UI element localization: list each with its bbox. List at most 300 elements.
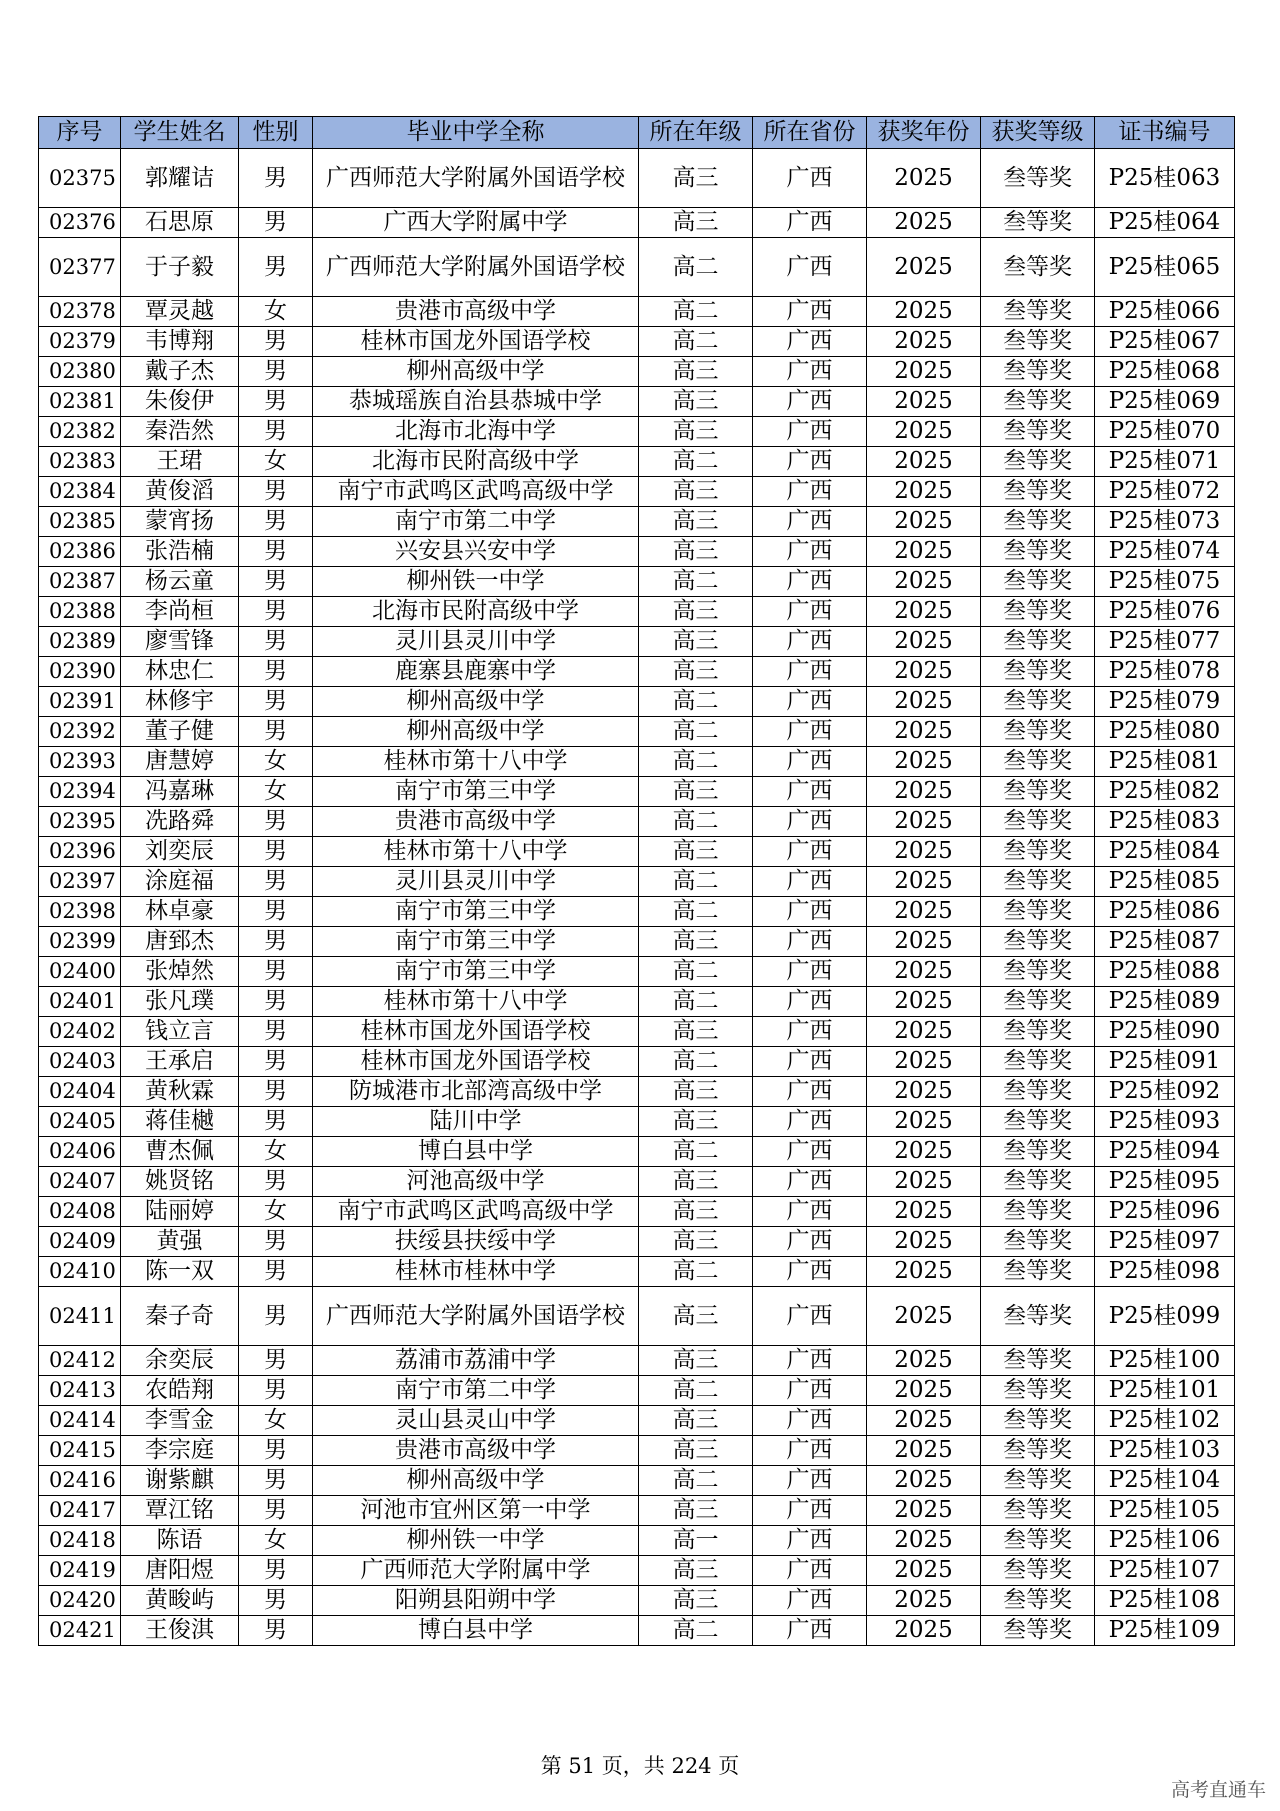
- cell-id: 02408: [39, 1197, 121, 1227]
- cell-grade: 高三: [639, 1406, 753, 1436]
- cell-id: 02385: [39, 507, 121, 537]
- cell-year: 2025: [867, 837, 981, 867]
- cell-id: 02406: [39, 1137, 121, 1167]
- cell-level: 叁等奖: [981, 747, 1095, 777]
- cell-gender: 男: [239, 717, 313, 747]
- cell-cert: P25桂082: [1095, 777, 1235, 807]
- cell-name: 唐慧婷: [121, 747, 239, 777]
- cell-level: 叁等奖: [981, 1346, 1095, 1376]
- cell-school: 柳州高级中学: [313, 717, 639, 747]
- table-row: [39, 1227, 1235, 1257]
- cell-year: 2025: [867, 1077, 981, 1107]
- cell-cert: P25桂104: [1095, 1466, 1235, 1496]
- cell-school: 南宁市第二中学: [313, 1376, 639, 1406]
- cell-school: 陆川中学: [313, 1107, 639, 1137]
- cell-grade: 高二: [639, 1047, 753, 1077]
- cell-name: 林忠仁: [121, 657, 239, 687]
- cell-school: 灵川县灵川中学: [313, 627, 639, 657]
- cell-year: 2025: [867, 1346, 981, 1376]
- cell-year: 2025: [867, 777, 981, 807]
- table-row: [39, 567, 1235, 597]
- cell-province: 广西: [753, 747, 867, 777]
- cell-school: 荔浦市荔浦中学: [313, 1346, 639, 1376]
- header-row: [39, 117, 1235, 149]
- cell-province: 广西: [753, 1017, 867, 1047]
- cell-province: 广西: [753, 1137, 867, 1167]
- cell-gender: 女: [239, 297, 313, 327]
- cell-province: 广西: [753, 687, 867, 717]
- table-row: [39, 297, 1235, 327]
- cell-name: 张焯然: [121, 957, 239, 987]
- cell-gender: 男: [239, 477, 313, 507]
- cell-year: 2025: [867, 507, 981, 537]
- cell-level: 叁等奖: [981, 777, 1095, 807]
- cell-school: 桂林市国龙外国语学校: [313, 327, 639, 357]
- cell-gender: 男: [239, 1017, 313, 1047]
- cell-name: 李雪金: [121, 1406, 239, 1436]
- cell-name: 陆丽婷: [121, 1197, 239, 1227]
- cell-id: 02381: [39, 387, 121, 417]
- cell-grade: 高三: [639, 1556, 753, 1586]
- cell-school: 扶绥县扶绥中学: [313, 1227, 639, 1257]
- cell-province: 广西: [753, 1227, 867, 1257]
- col-header-year: 获奖年份: [867, 117, 981, 149]
- cell-name: 黄秋霖: [121, 1077, 239, 1107]
- cell-school: 阳朔县阳朔中学: [313, 1586, 639, 1616]
- cell-name: 农皓翔: [121, 1376, 239, 1406]
- cell-school: 贵港市高级中学: [313, 1436, 639, 1466]
- cell-grade: 高二: [639, 1616, 753, 1646]
- cell-name: 王承启: [121, 1047, 239, 1077]
- cell-id: 02391: [39, 687, 121, 717]
- cell-grade: 高二: [639, 747, 753, 777]
- cell-name: 黄畯屿: [121, 1586, 239, 1616]
- cell-id: 02412: [39, 1346, 121, 1376]
- cell-year: 2025: [867, 747, 981, 777]
- cell-province: 广西: [753, 987, 867, 1017]
- cell-province: 广西: [753, 867, 867, 897]
- cell-name: 于子毅: [121, 238, 239, 297]
- cell-cert: P25桂084: [1095, 837, 1235, 867]
- cell-province: 广西: [753, 1376, 867, 1406]
- cell-school: 广西师范大学附属中学: [313, 1556, 639, 1586]
- cell-name: 黄强: [121, 1227, 239, 1257]
- cell-grade: 高二: [639, 1466, 753, 1496]
- cell-grade: 高三: [639, 1017, 753, 1047]
- cell-id: 02386: [39, 537, 121, 567]
- cell-year: 2025: [867, 1227, 981, 1257]
- cell-cert: P25桂107: [1095, 1556, 1235, 1586]
- cell-school: 广西大学附属中学: [313, 208, 639, 238]
- cell-name: 石思原: [121, 208, 239, 238]
- cell-id: 02388: [39, 597, 121, 627]
- cell-name: 覃江铭: [121, 1496, 239, 1526]
- cell-id: 02376: [39, 208, 121, 238]
- cell-grade: 高三: [639, 927, 753, 957]
- cell-id: 02377: [39, 238, 121, 297]
- cell-year: 2025: [867, 717, 981, 747]
- table-row: [39, 1287, 1235, 1346]
- cell-school: 桂林市桂林中学: [313, 1257, 639, 1287]
- cell-cert: P25桂086: [1095, 897, 1235, 927]
- cell-name: 张浩楠: [121, 537, 239, 567]
- table-row: [39, 1167, 1235, 1197]
- cell-gender: 女: [239, 747, 313, 777]
- cell-level: 叁等奖: [981, 867, 1095, 897]
- table-row: [39, 1376, 1235, 1406]
- cell-province: 广西: [753, 1526, 867, 1556]
- cell-year: 2025: [867, 687, 981, 717]
- col-header-level: 获奖等级: [981, 117, 1095, 149]
- cell-name: 黄俊滔: [121, 477, 239, 507]
- cell-grade: 高三: [639, 837, 753, 867]
- cell-gender: 男: [239, 387, 313, 417]
- table-row: [39, 387, 1235, 417]
- cell-year: 2025: [867, 537, 981, 567]
- cell-id: 02380: [39, 357, 121, 387]
- cell-name: 李尚桓: [121, 597, 239, 627]
- cell-gender: 男: [239, 1376, 313, 1406]
- cell-cert: P25桂081: [1095, 747, 1235, 777]
- cell-school: 广西师范大学附属外国语学校: [313, 238, 639, 297]
- cell-gender: 男: [239, 1346, 313, 1376]
- cell-year: 2025: [867, 1466, 981, 1496]
- cell-school: 桂林市第十八中学: [313, 987, 639, 1017]
- cell-grade: 高三: [639, 1586, 753, 1616]
- cell-cert: P25桂073: [1095, 507, 1235, 537]
- table-row: [39, 1586, 1235, 1616]
- cell-id: 02390: [39, 657, 121, 687]
- cell-school: 柳州铁一中学: [313, 1526, 639, 1556]
- cell-province: 广西: [753, 777, 867, 807]
- cell-year: 2025: [867, 1167, 981, 1197]
- cell-level: 叁等奖: [981, 657, 1095, 687]
- cell-id: 02413: [39, 1376, 121, 1406]
- cell-cert: P25桂065: [1095, 238, 1235, 297]
- cell-year: 2025: [867, 927, 981, 957]
- cell-school: 柳州高级中学: [313, 1466, 639, 1496]
- cell-school: 博白县中学: [313, 1137, 639, 1167]
- cell-school: 河池高级中学: [313, 1167, 639, 1197]
- cell-cert: P25桂109: [1095, 1616, 1235, 1646]
- cell-level: 叁等奖: [981, 927, 1095, 957]
- cell-province: 广西: [753, 1586, 867, 1616]
- cell-year: 2025: [867, 477, 981, 507]
- cell-school: 广西师范大学附属外国语学校: [313, 1287, 639, 1346]
- cell-level: 叁等奖: [981, 1077, 1095, 1107]
- cell-year: 2025: [867, 897, 981, 927]
- cell-school: 北海市北海中学: [313, 417, 639, 447]
- cell-cert: P25桂074: [1095, 537, 1235, 567]
- cell-id: 02375: [39, 149, 121, 208]
- cell-province: 广西: [753, 238, 867, 297]
- cell-year: 2025: [867, 149, 981, 208]
- cell-id: 02397: [39, 867, 121, 897]
- cell-cert: P25桂093: [1095, 1107, 1235, 1137]
- cell-grade: 高二: [639, 447, 753, 477]
- cell-level: 叁等奖: [981, 897, 1095, 927]
- cell-id: 02420: [39, 1586, 121, 1616]
- cell-province: 广西: [753, 1466, 867, 1496]
- cell-cert: P25桂083: [1095, 807, 1235, 837]
- cell-cert: P25桂096: [1095, 1197, 1235, 1227]
- cell-id: 02411: [39, 1287, 121, 1346]
- table-row: [39, 417, 1235, 447]
- cell-grade: 高三: [639, 1287, 753, 1346]
- cell-school: 柳州高级中学: [313, 687, 639, 717]
- cell-name: 涂庭福: [121, 867, 239, 897]
- cell-year: 2025: [867, 357, 981, 387]
- table-row: [39, 1346, 1235, 1376]
- cell-name: 刘奕辰: [121, 837, 239, 867]
- table-row: [39, 1257, 1235, 1287]
- cell-province: 广西: [753, 1556, 867, 1586]
- cell-province: 广西: [753, 1406, 867, 1436]
- cell-level: 叁等奖: [981, 1257, 1095, 1287]
- cell-grade: 高三: [639, 627, 753, 657]
- page-number: 第 51 页，共 224 页: [540, 1754, 740, 1778]
- cell-year: 2025: [867, 1017, 981, 1047]
- brand-label: 高考直通车: [1170, 1779, 1266, 1801]
- cell-grade: 高二: [639, 1137, 753, 1167]
- cell-year: 2025: [867, 1526, 981, 1556]
- cell-school: 鹿寨县鹿寨中学: [313, 657, 639, 687]
- cell-province: 广西: [753, 387, 867, 417]
- cell-gender: 男: [239, 897, 313, 927]
- cell-grade: 高三: [639, 357, 753, 387]
- cell-year: 2025: [867, 1496, 981, 1526]
- cell-grade: 高二: [639, 1376, 753, 1406]
- cell-grade: 高三: [639, 1346, 753, 1376]
- table-row: [39, 208, 1235, 238]
- cell-province: 广西: [753, 357, 867, 387]
- cell-province: 广西: [753, 1287, 867, 1346]
- table-row: [39, 657, 1235, 687]
- cell-province: 广西: [753, 567, 867, 597]
- cell-id: 02378: [39, 297, 121, 327]
- cell-school: 南宁市第三中学: [313, 777, 639, 807]
- cell-level: 叁等奖: [981, 238, 1095, 297]
- cell-name: 廖雪锋: [121, 627, 239, 657]
- cell-province: 广西: [753, 627, 867, 657]
- cell-level: 叁等奖: [981, 1137, 1095, 1167]
- cell-gender: 男: [239, 1287, 313, 1346]
- cell-school: 兴安县兴安中学: [313, 537, 639, 567]
- cell-level: 叁等奖: [981, 327, 1095, 357]
- cell-year: 2025: [867, 807, 981, 837]
- cell-province: 广西: [753, 1436, 867, 1466]
- table-row: [39, 1197, 1235, 1227]
- cell-level: 叁等奖: [981, 567, 1095, 597]
- cell-id: 02396: [39, 837, 121, 867]
- cell-province: 广西: [753, 1346, 867, 1376]
- cell-cert: P25桂092: [1095, 1077, 1235, 1107]
- cell-grade: 高二: [639, 717, 753, 747]
- cell-level: 叁等奖: [981, 447, 1095, 477]
- cell-level: 叁等奖: [981, 837, 1095, 867]
- cell-cert: P25桂076: [1095, 597, 1235, 627]
- cell-grade: 高三: [639, 477, 753, 507]
- table-row: [39, 477, 1235, 507]
- table-row: [39, 327, 1235, 357]
- table-row: [39, 837, 1235, 867]
- cell-level: 叁等奖: [981, 507, 1095, 537]
- cell-level: 叁等奖: [981, 1017, 1095, 1047]
- cell-year: 2025: [867, 867, 981, 897]
- table-row: [39, 238, 1235, 297]
- cell-cert: P25桂091: [1095, 1047, 1235, 1077]
- cell-id: 02389: [39, 627, 121, 657]
- cell-province: 广西: [753, 477, 867, 507]
- cell-cert: P25桂101: [1095, 1376, 1235, 1406]
- cell-province: 广西: [753, 1616, 867, 1646]
- cell-grade: 高三: [639, 1227, 753, 1257]
- cell-province: 广西: [753, 657, 867, 687]
- cell-cert: P25桂100: [1095, 1346, 1235, 1376]
- cell-school: 南宁市第三中学: [313, 957, 639, 987]
- cell-gender: 女: [239, 1406, 313, 1436]
- cell-name: 王珺: [121, 447, 239, 477]
- cell-grade: 高三: [639, 507, 753, 537]
- cell-grade: 高二: [639, 867, 753, 897]
- cell-year: 2025: [867, 1137, 981, 1167]
- cell-cert: P25桂106: [1095, 1526, 1235, 1556]
- cell-cert: P25桂088: [1095, 957, 1235, 987]
- table-row: [39, 807, 1235, 837]
- table-row: [39, 597, 1235, 627]
- col-header-name: 学生姓名: [121, 117, 239, 149]
- cell-school: 桂林市第十八中学: [313, 747, 639, 777]
- cell-name: 李宗庭: [121, 1436, 239, 1466]
- table-row: [39, 1616, 1235, 1646]
- cell-gender: 男: [239, 867, 313, 897]
- table-row: [39, 1107, 1235, 1137]
- cell-year: 2025: [867, 1616, 981, 1646]
- cell-gender: 男: [239, 597, 313, 627]
- cell-grade: 高三: [639, 1496, 753, 1526]
- cell-gender: 男: [239, 837, 313, 867]
- cell-cert: P25桂085: [1095, 867, 1235, 897]
- cell-year: 2025: [867, 327, 981, 357]
- cell-gender: 男: [239, 627, 313, 657]
- cell-id: 02405: [39, 1107, 121, 1137]
- cell-level: 叁等奖: [981, 208, 1095, 238]
- cell-cert: P25桂089: [1095, 987, 1235, 1017]
- cell-name: 陈一双: [121, 1257, 239, 1287]
- cell-gender: 男: [239, 327, 313, 357]
- cell-school: 柳州高级中学: [313, 357, 639, 387]
- cell-year: 2025: [867, 447, 981, 477]
- cell-id: 02383: [39, 447, 121, 477]
- cell-level: 叁等奖: [981, 387, 1095, 417]
- cell-id: 02393: [39, 747, 121, 777]
- cell-year: 2025: [867, 208, 981, 238]
- table-row: [39, 867, 1235, 897]
- cell-name: 谢紫麒: [121, 1466, 239, 1496]
- cell-id: 02398: [39, 897, 121, 927]
- cell-school: 恭城瑶族自治县恭城中学: [313, 387, 639, 417]
- cell-province: 广西: [753, 1197, 867, 1227]
- cell-name: 郭耀诘: [121, 149, 239, 208]
- cell-cert: P25桂108: [1095, 1586, 1235, 1616]
- col-header-school: 毕业中学全称: [313, 117, 639, 149]
- col-header-gender: 性别: [239, 117, 313, 149]
- cell-year: 2025: [867, 567, 981, 597]
- cell-year: 2025: [867, 627, 981, 657]
- cell-gender: 男: [239, 1496, 313, 1526]
- cell-gender: 男: [239, 1556, 313, 1586]
- cell-name: 王俊淇: [121, 1616, 239, 1646]
- table-row: [39, 357, 1235, 387]
- cell-name: 陈语: [121, 1526, 239, 1556]
- table-row: [39, 1047, 1235, 1077]
- cell-level: 叁等奖: [981, 1227, 1095, 1257]
- cell-grade: 高三: [639, 597, 753, 627]
- cell-id: 02403: [39, 1047, 121, 1077]
- cell-level: 叁等奖: [981, 1586, 1095, 1616]
- col-header-grade: 所在年级: [639, 117, 753, 149]
- cell-year: 2025: [867, 417, 981, 447]
- cell-school: 北海市民附高级中学: [313, 447, 639, 477]
- cell-id: 02399: [39, 927, 121, 957]
- cell-gender: 男: [239, 657, 313, 687]
- cell-cert: P25桂087: [1095, 927, 1235, 957]
- cell-name: 唐郅杰: [121, 927, 239, 957]
- cell-grade: 高二: [639, 1257, 753, 1287]
- table-row: [39, 987, 1235, 1017]
- cell-year: 2025: [867, 597, 981, 627]
- cell-school: 南宁市第三中学: [313, 927, 639, 957]
- cell-id: 02407: [39, 1167, 121, 1197]
- cell-name: 秦浩然: [121, 417, 239, 447]
- cell-cert: P25桂090: [1095, 1017, 1235, 1047]
- cell-name: 董子健: [121, 717, 239, 747]
- cell-level: 叁等奖: [981, 1556, 1095, 1586]
- cell-id: 02416: [39, 1466, 121, 1496]
- cell-province: 广西: [753, 1047, 867, 1077]
- cell-id: 02415: [39, 1436, 121, 1466]
- cell-cert: P25桂103: [1095, 1436, 1235, 1466]
- cell-level: 叁等奖: [981, 1167, 1095, 1197]
- cell-name: 韦博翔: [121, 327, 239, 357]
- cell-name: 覃灵越: [121, 297, 239, 327]
- cell-cert: P25桂066: [1095, 297, 1235, 327]
- cell-id: 02419: [39, 1556, 121, 1586]
- cell-level: 叁等奖: [981, 357, 1095, 387]
- cell-level: 叁等奖: [981, 597, 1095, 627]
- cell-year: 2025: [867, 1257, 981, 1287]
- award-table: [38, 116, 1235, 1646]
- table-row: [39, 1526, 1235, 1556]
- cell-province: 广西: [753, 149, 867, 208]
- table-row: [39, 1436, 1235, 1466]
- cell-cert: P25桂098: [1095, 1257, 1235, 1287]
- cell-province: 广西: [753, 208, 867, 238]
- cell-school: 南宁市第三中学: [313, 897, 639, 927]
- cell-name: 秦子奇: [121, 1287, 239, 1346]
- cell-school: 贵港市高级中学: [313, 807, 639, 837]
- cell-grade: 高三: [639, 1197, 753, 1227]
- cell-id: 02384: [39, 477, 121, 507]
- cell-grade: 高二: [639, 567, 753, 597]
- cell-gender: 男: [239, 1436, 313, 1466]
- table-row: [39, 717, 1235, 747]
- cell-level: 叁等奖: [981, 1287, 1095, 1346]
- table-row: [39, 507, 1235, 537]
- cell-grade: 高二: [639, 327, 753, 357]
- cell-gender: 男: [239, 1077, 313, 1107]
- col-header-province: 所在省份: [753, 117, 867, 149]
